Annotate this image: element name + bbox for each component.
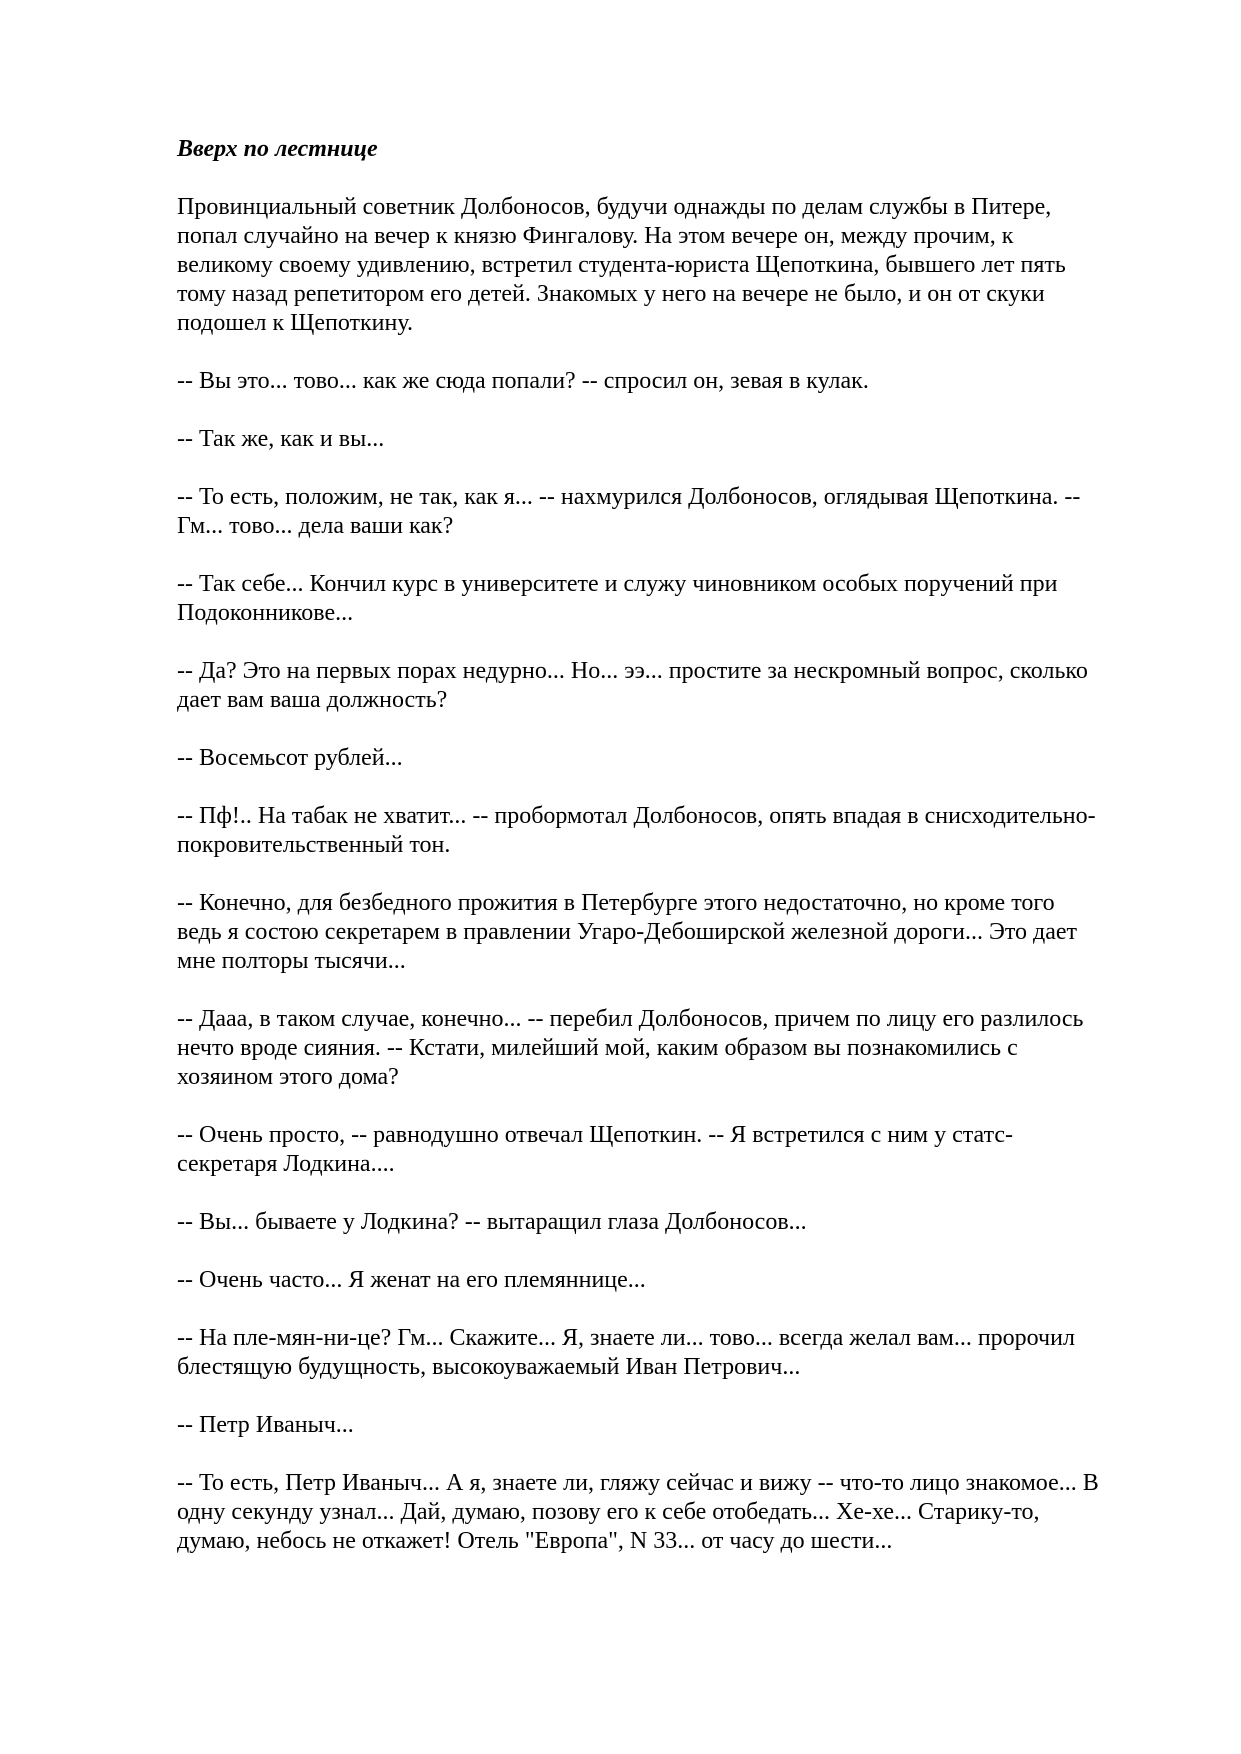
text-line: -- Так же, как и вы... (177, 426, 385, 452)
text-line: Подоконникове... (177, 600, 354, 626)
paragraph (177, 1469, 1147, 1556)
paragraph (177, 744, 1147, 773)
text-line: -- Петр Иваныч... (177, 1412, 354, 1438)
text-line: -- Конечно, для безбедного прожития в Петербурге этого недостаточно, но кроме того (177, 890, 1055, 916)
text-line: попал случайно на вечер к князю Фингалову. На этом вечере он, между прочим, к (177, 223, 1014, 249)
text-line: мне полторы тысячи... (177, 948, 406, 974)
text-line: великому своему удивлению, встретил студента-юриста Щепоткина, бывшего лет пять (177, 252, 1066, 278)
text-line: блестящую будущность, высокоуважаемый Иван Петрович... (177, 1354, 801, 1380)
paragraph (177, 367, 1147, 396)
paragraph (177, 657, 1147, 715)
text-line: -- Вы это... тово... как же сюда попали? -- спросил он, зевая в кулак. (177, 368, 869, 394)
text-line: -- То есть, положим, не так, как я... -- нахмурился Долбоносов, оглядывая Щепоткина. -- (177, 484, 1081, 510)
text-line: -- Так себе... Кончил курс в университете и служу чиновником особых поручений при (177, 571, 1058, 597)
text-line: -- Вы... бываете у Лодкина? -- вытаращил глаза Долбоносов... (177, 1209, 807, 1235)
text-line: хозяином этого дома? (177, 1064, 399, 1090)
text-line: -- Пф!.. На табак не хватит... -- пробормотал Долбоносов, опять впадая в снисходительно- (177, 803, 1096, 829)
text-line: дает вам ваша должность? (177, 687, 448, 713)
paragraph-list (177, 193, 1147, 1556)
text-line: -- Очень просто, -- равнодушно отвечал Щепоткин. -- Я встретился с ним у статс- (177, 1122, 1013, 1148)
text-line: -- Дааа, в таком случае, конечно... -- перебил Долбоносов, причем по лицу его разлилось (177, 1006, 1084, 1032)
paragraph (177, 570, 1147, 628)
paragraph (177, 1121, 1147, 1179)
paragraph (177, 802, 1147, 860)
text-line: -- Да? Это на первых порах недурно... Но... ээ... простите за нескромный вопрос, сколько (177, 658, 1088, 684)
text-line: Провинциальный советник Долбоносов, будучи однажды по делам службы в Питере, (177, 194, 1052, 220)
text-line: нечто вроде сияния. -- Кстати, милейший мой, каким образом вы познакомились с (177, 1035, 1018, 1061)
paragraph (177, 483, 1147, 541)
paragraph (177, 889, 1147, 976)
text-line: -- На пле-мян-ни-це? Гм... Скажите... Я, знаете ли... тово... всегда желал вам... пророчил (177, 1325, 1075, 1351)
text-line: -- То есть, Петр Иваныч... А я, знаете ли, гляжу сейчас и вижу -- что-то лицо знакомое... В (177, 1470, 1099, 1496)
document-body (177, 135, 1147, 1585)
paragraph (177, 1266, 1147, 1295)
paragraph (177, 193, 1147, 338)
text-line: -- Очень часто... Я женат на его племяннице... (177, 1267, 646, 1293)
text-line: одну секунду узнал... Дай, думаю, позову его к себе отобедать... Хе-хе... Старику-то, (177, 1499, 1040, 1525)
text-line: думаю, небось не откажет! Отель "Европа", N 33... от часу до шести... (177, 1528, 893, 1554)
paragraph (177, 425, 1147, 454)
text-line: секретаря Лодкина.... (177, 1151, 395, 1177)
text-line: ведь я состою секретарем в правлении Угаро-Дебоширской железной дороги... Это дает (177, 919, 1077, 945)
text-line: -- Восемьсот рублей... (177, 745, 403, 771)
text-line: покровительственный тон. (177, 832, 451, 858)
paragraph (177, 1005, 1147, 1092)
paragraph (177, 1324, 1147, 1382)
text-line: Гм... тово... дела ваши как? (177, 513, 454, 539)
document-title: Вверх по лестнице (177, 136, 378, 162)
paragraph (177, 1208, 1147, 1237)
text-line: подошел к Щепоткину. (177, 310, 413, 336)
text-line: тому назад репетитором его детей. Знакомых у него на вечере не было, и он от скуки (177, 281, 1045, 307)
paragraph (177, 1411, 1147, 1440)
